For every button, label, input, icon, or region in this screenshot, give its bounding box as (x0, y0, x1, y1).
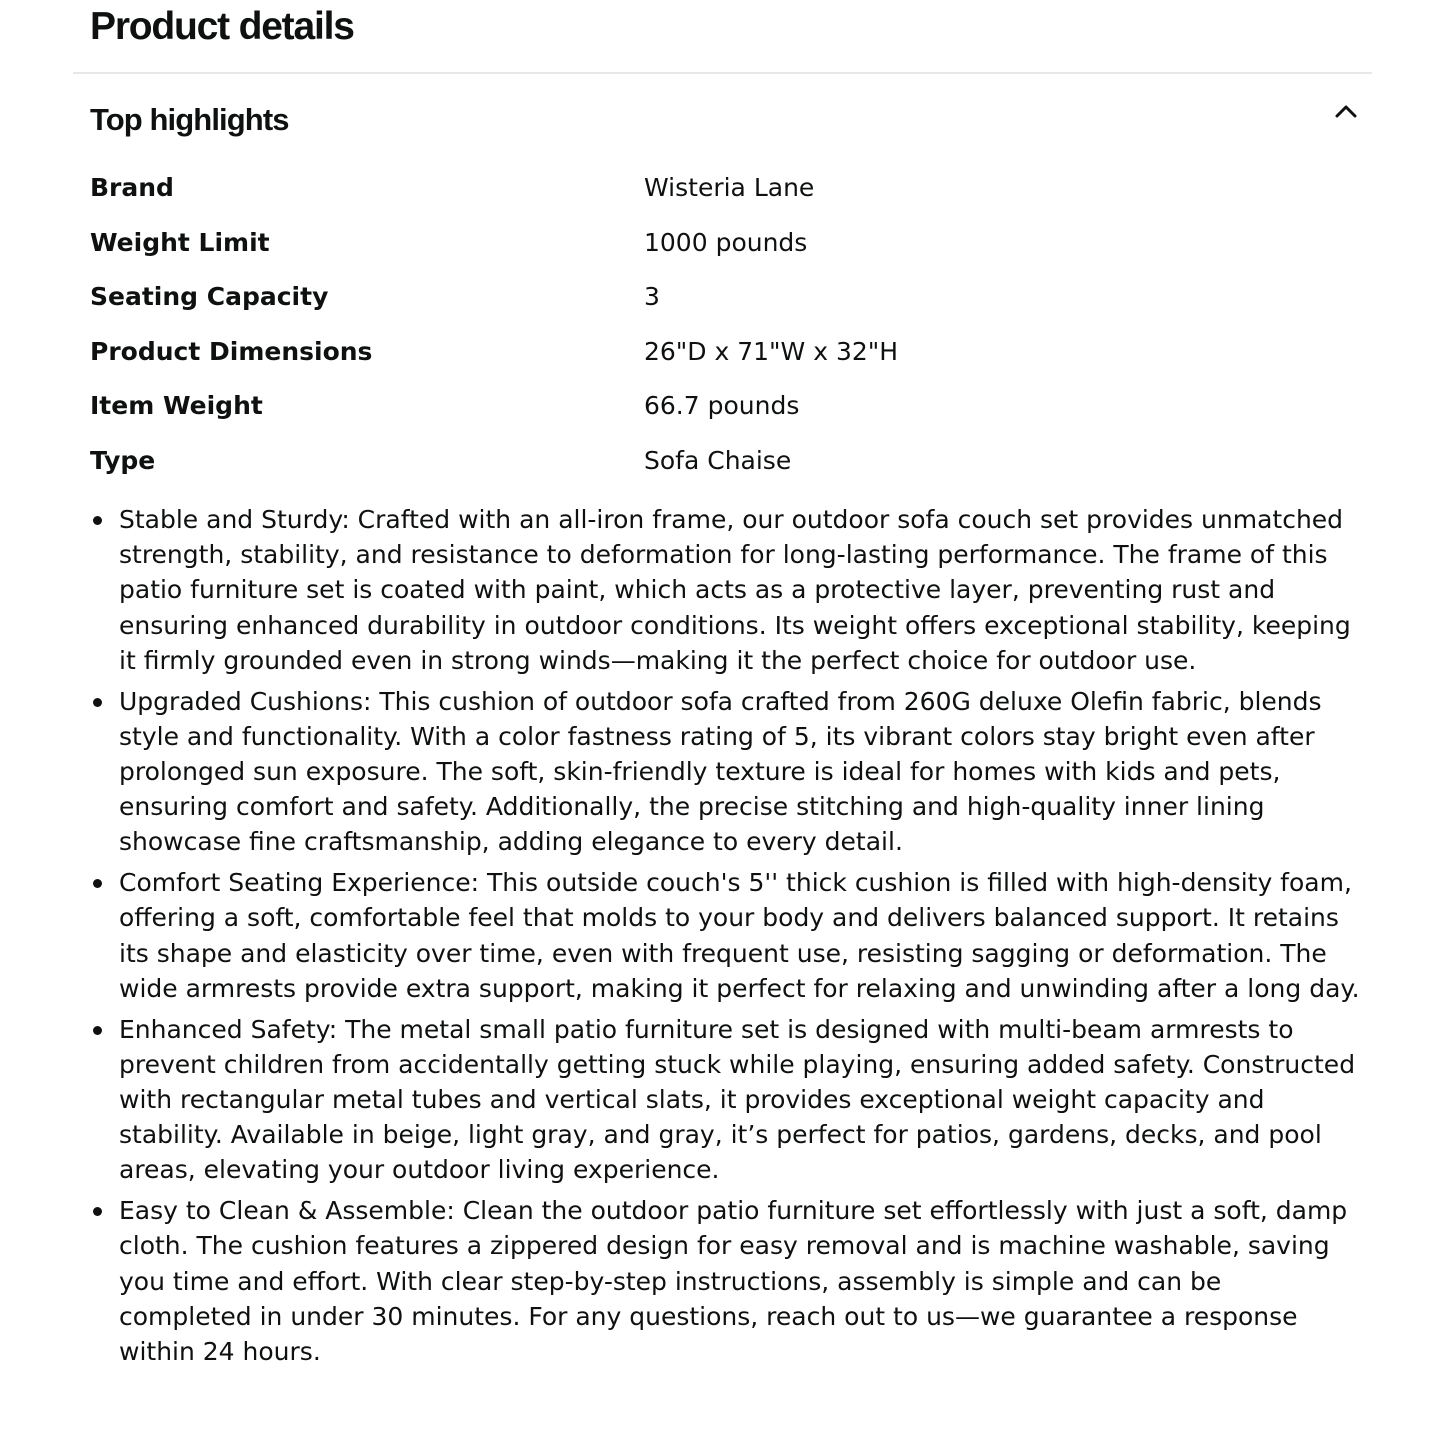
spec-value: 3 (644, 282, 660, 311)
feature-bullet (90, 1012, 1360, 1188)
top-highlights-toggle[interactable] (73, 90, 1372, 150)
specs-table (90, 160, 1350, 487)
spec-value: 66.7 pounds (644, 391, 800, 420)
spec-label: Product Dimensions (90, 336, 373, 366)
spec-row-brand (90, 160, 1350, 215)
spec-label: Brand (90, 173, 174, 202)
spec-value: 26"D x 71"W x 32"H (644, 336, 899, 366)
spec-row-seating-capacity (90, 269, 1350, 324)
bullet-icon (93, 1026, 102, 1035)
spec-row-item-weight (90, 378, 1350, 433)
bullet-icon (93, 1207, 102, 1216)
bullet-icon (93, 698, 102, 707)
feature-bullet-text: Easy to Clean & Assemble: Clean the outdoor patio furniture set effortlessly with just a soft, damp cloth. The cushion features a zippered design for easy removal and is machine washable, saving you time and effort. With clear step-by-step instructions, assembly is simple and can be completed in under 30 minutes. For any questions, reach out to us—we guarantee a response within 24 hours. (119, 1196, 1348, 1367)
chevron-up-icon[interactable] (1331, 96, 1361, 126)
feature-bullet-list (90, 502, 1360, 1375)
spec-row-type (90, 433, 1350, 488)
spec-value: 1000 pounds (644, 227, 808, 257)
spec-label: Item Weight (90, 391, 263, 420)
feature-bullet (90, 502, 1360, 678)
spec-value: Wisteria Lane (644, 173, 815, 202)
feature-bullet-text: Upgraded Cushions: This cushion of outdoor sofa crafted from 260G deluxe Olefin fabric, blends style and functionality. With a color fastness rating of 5, its vibrant colors stay bright even after prolonged sun exposure. The soft, skin-friendly texture is ideal for homes with kids and pets, ensuring comfort and safety. Additionally, the precise stitching and high-quality inner lining showcase fine craftsmanship, adding elegance to every detail. (119, 686, 1322, 857)
spec-label: Type (90, 445, 156, 475)
spec-label: Seating Capacity (90, 282, 329, 311)
spec-label: Weight Limit (90, 227, 270, 257)
spec-row-weight-limit (90, 215, 1350, 270)
bullet-icon (93, 879, 102, 888)
feature-bullet-text: Stable and Sturdy: Crafted with an all-iron frame, our outdoor sofa couch set provides unmatched strength, stability, and resistance to deformation for long-lasting performance. The frame of this patio furniture set is coated with paint, which acts as a protective layer, preventing rust and ensuring enhanced durability in outdoor conditions. Its weight offers exceptional stability, keeping it firmly grounded even in strong winds—making it the perfect choice for outdoor use. (119, 505, 1351, 675)
section-divider (73, 72, 1372, 74)
section-title: Top highlights (90, 102, 289, 137)
bullet-icon (93, 516, 102, 525)
feature-bullet (90, 865, 1360, 1006)
feature-bullet (90, 684, 1360, 860)
feature-bullet (90, 1193, 1360, 1369)
feature-bullet-text: Comfort Seating Experience: This outside couch's 5'' thick cushion is filled with high-density foam, offering a soft, comfortable feel that molds to your body and delivers balanced support. It retains its shape and elasticity over time, even with frequent use, resisting sagging or deformation. The wide armrests provide extra support, making it perfect for relaxing and unwinding after a long day. (119, 868, 1360, 1003)
spec-value: Sofa Chaise (644, 445, 792, 475)
spec-row-product-dimensions (90, 324, 1350, 379)
feature-bullet-text: Enhanced Safety: The metal small patio furniture set is designed with multi-beam armrests to prevent children from accidentally getting stuck while playing, ensuring added safety. Constructed with rectangular metal tubes and vertical slats, it provides exceptional weight capacity and stability. Available in beige, light gray, and gray, it’s perfect for patios, gardens, decks, and pool areas, elevating your outdoor living experience. (119, 1014, 1356, 1185)
page-title: Product details (90, 5, 354, 48)
